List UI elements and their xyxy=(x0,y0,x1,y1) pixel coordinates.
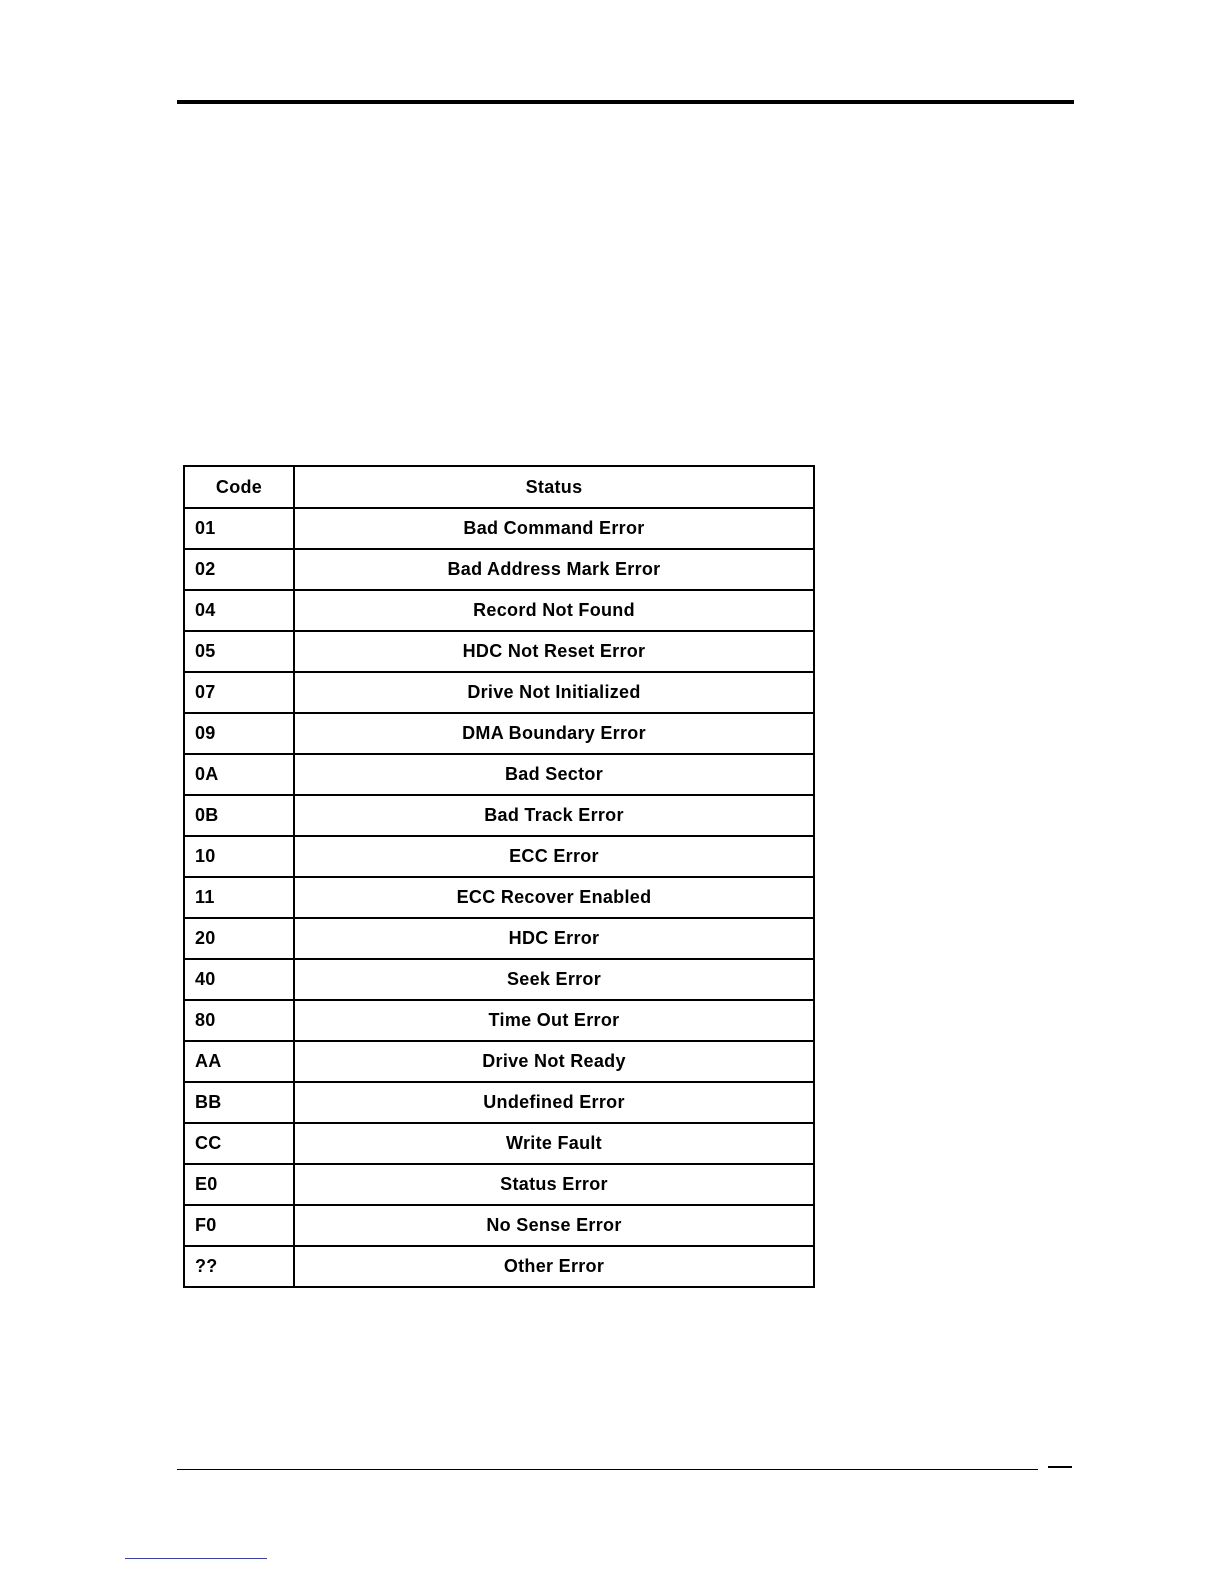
table-row xyxy=(184,959,814,1000)
status-cell: HDC Error xyxy=(294,918,814,959)
status-cell: Drive Not Ready xyxy=(294,1041,814,1082)
table-row xyxy=(184,549,814,590)
code-cell: 09 xyxy=(184,713,294,754)
code-cell: 0B xyxy=(184,795,294,836)
status-cell: Status Error xyxy=(294,1164,814,1205)
code-cell: F0 xyxy=(184,1205,294,1246)
table-row xyxy=(184,1000,814,1041)
page-number-mark xyxy=(1048,1466,1072,1468)
table-row xyxy=(184,877,814,918)
table-row xyxy=(184,631,814,672)
table-row xyxy=(184,1123,814,1164)
column-header-code: Code xyxy=(184,466,294,508)
table-header-row xyxy=(184,466,814,508)
status-cell: Bad Sector xyxy=(294,754,814,795)
table-row xyxy=(184,590,814,631)
table-row xyxy=(184,1246,814,1287)
table-row xyxy=(184,918,814,959)
code-cell: 20 xyxy=(184,918,294,959)
table-row xyxy=(184,713,814,754)
table-row xyxy=(184,754,814,795)
status-cell: ECC Error xyxy=(294,836,814,877)
status-cell: DMA Boundary Error xyxy=(294,713,814,754)
status-cell: Other Error xyxy=(294,1246,814,1287)
code-cell: 11 xyxy=(184,877,294,918)
status-cell: Bad Address Mark Error xyxy=(294,549,814,590)
header-rule xyxy=(177,100,1074,104)
code-cell: 40 xyxy=(184,959,294,1000)
table-row xyxy=(184,1164,814,1205)
code-cell: E0 xyxy=(184,1164,294,1205)
status-cell: No Sense Error xyxy=(294,1205,814,1246)
status-cell: Bad Command Error xyxy=(294,508,814,549)
code-cell: BB xyxy=(184,1082,294,1123)
code-cell: ?? xyxy=(184,1246,294,1287)
footer-rule xyxy=(177,1469,1038,1470)
status-cell: Seek Error xyxy=(294,959,814,1000)
error-code-table xyxy=(183,465,815,1288)
table-row xyxy=(184,1041,814,1082)
status-cell: Record Not Found xyxy=(294,590,814,631)
status-cell: Bad Track Error xyxy=(294,795,814,836)
status-cell: HDC Not Reset Error xyxy=(294,631,814,672)
status-cell: Undefined Error xyxy=(294,1082,814,1123)
status-cell: ECC Recover Enabled xyxy=(294,877,814,918)
code-cell: CC xyxy=(184,1123,294,1164)
code-cell: 01 xyxy=(184,508,294,549)
code-cell: 0A xyxy=(184,754,294,795)
table-row xyxy=(184,836,814,877)
code-cell: 10 xyxy=(184,836,294,877)
table-row xyxy=(184,1205,814,1246)
status-cell: Drive Not Initialized xyxy=(294,672,814,713)
table-row xyxy=(184,795,814,836)
table-row xyxy=(184,508,814,549)
code-cell: 07 xyxy=(184,672,294,713)
code-cell: AA xyxy=(184,1041,294,1082)
table-row xyxy=(184,672,814,713)
status-cell: Write Fault xyxy=(294,1123,814,1164)
status-cell: Time Out Error xyxy=(294,1000,814,1041)
column-header-status: Status xyxy=(294,466,814,508)
code-cell: 05 xyxy=(184,631,294,672)
footer-link-underline[interactable] xyxy=(125,1558,267,1559)
table-row xyxy=(184,1082,814,1123)
code-cell: 80 xyxy=(184,1000,294,1041)
code-cell: 02 xyxy=(184,549,294,590)
code-cell: 04 xyxy=(184,590,294,631)
